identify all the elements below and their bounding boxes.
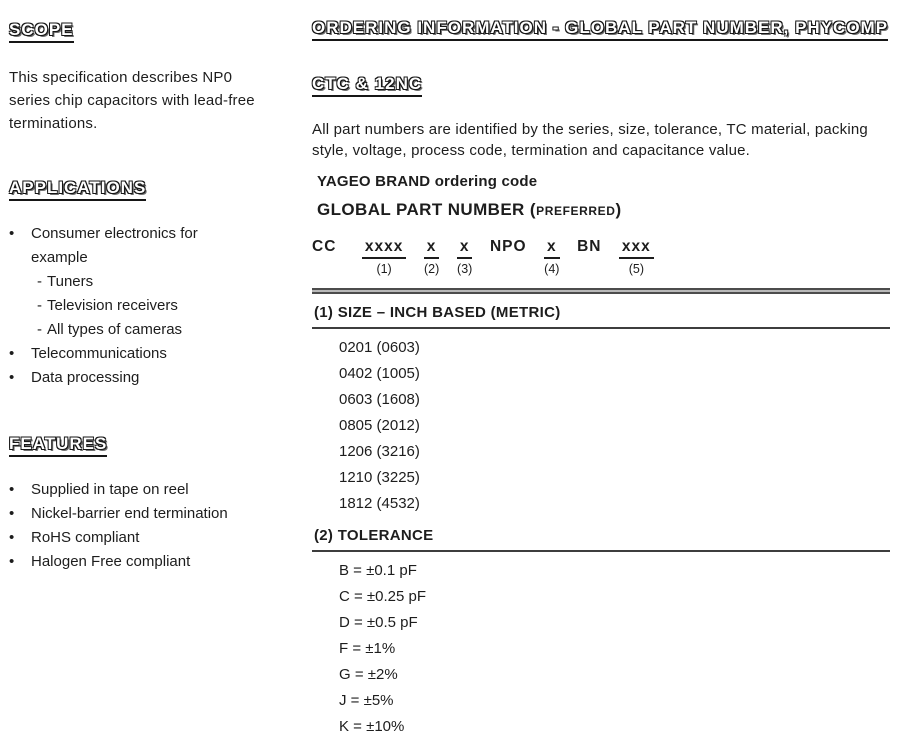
ordering-section (312, 4, 890, 277)
scope-section (9, 6, 305, 135)
bullet-icon: • (9, 369, 15, 387)
sub-list-item (37, 270, 305, 294)
sub-list-item (37, 318, 305, 342)
part-number-segment (424, 237, 440, 277)
tolerance-list-item: G = ±2% (339, 666, 398, 684)
ordering-title-line-2-wrap (312, 60, 890, 111)
size-section-heading: (1) SIZE – INCH BASED (METRIC) (314, 304, 561, 322)
tolerance-list (312, 558, 890, 740)
brand-ordering-code-line: YAGEO BRAND ordering code (317, 173, 538, 191)
sub-list-item-label: Television receivers (47, 297, 178, 315)
tolerance-list-item: K = ±10% (339, 718, 405, 736)
bullet-icon: • (9, 528, 15, 546)
list-item-label: Supplied in tape on reel (31, 480, 189, 498)
part-number-segment-text: x (424, 237, 440, 259)
bullet-icon: • (9, 480, 15, 498)
applications-title: APPLICATIONS (9, 178, 146, 201)
list-item-label: Data processing (31, 369, 140, 387)
part-number-segment-note: (3) (457, 262, 473, 277)
section-divider-thick (312, 288, 890, 294)
list-item-label: RoHS compliant (31, 528, 140, 546)
list-item (9, 502, 305, 526)
size-list (312, 335, 890, 517)
part-number-segment-note: (5) (628, 262, 644, 277)
sub-list-item-label: All types of cameras (47, 321, 183, 339)
tolerance-list-item: F = ±1% (339, 640, 396, 658)
part-number-segment-note: (1) (376, 262, 392, 277)
list-item (9, 222, 305, 270)
tolerance-list-item: B = ±0.1 pF (339, 562, 417, 580)
tolerance-section-heading: (2) TOLERANCE (314, 527, 434, 545)
dash-icon: - (37, 321, 42, 339)
part-number-segment (577, 237, 601, 274)
bullet-icon: • (9, 504, 15, 522)
ordering-title-line-1: ORDERING INFORMATION - GLOBAL PART NUMBER, PHYCOMP (312, 18, 888, 41)
part-number-segment (362, 237, 406, 277)
size-section (312, 303, 890, 517)
list-item (9, 550, 305, 574)
dash-icon: - (37, 297, 42, 315)
list-item-label: Nickel-barrier end termination (31, 504, 228, 522)
sub-list-item (37, 294, 305, 318)
scope-body: This specification describes NP0 series chip capacitors with lead-free terminations. (9, 69, 255, 133)
sub-list (9, 270, 305, 342)
list-item-label: Telecommunications (31, 345, 167, 363)
applications-list (9, 222, 305, 390)
bullet-icon: • (9, 552, 15, 570)
section-divider-thin (312, 327, 890, 329)
part-number-segment (490, 237, 527, 274)
part-number-segment (457, 237, 473, 277)
size-list-item: 0402 (1005) (339, 365, 420, 383)
global-part-number-heading-qualifier: (preferred) (529, 200, 622, 220)
global-part-number-heading-main: GLOBAL PART NUMBER (317, 200, 525, 220)
list-item (9, 366, 305, 390)
list-item (9, 478, 305, 502)
part-number-segment-text: NPO (489, 238, 527, 256)
part-number-segment-text: CC (312, 238, 337, 256)
size-list-item: 0201 (0603) (339, 339, 420, 357)
list-item-label: Halogen Free compliant (31, 552, 191, 570)
tolerance-list-item: C = ±0.25 pF (339, 588, 427, 606)
features-title: FEATURES (9, 434, 107, 457)
part-number-segment-text: x (544, 237, 560, 259)
ordering-title-line-1-wrap (312, 4, 890, 55)
tolerance-list-item: J = ±5% (339, 692, 394, 710)
tolerance-list-item: D = ±0.5 pF (339, 614, 418, 632)
part-number-segment-text: xxx (619, 237, 654, 259)
applications-section (9, 164, 305, 390)
part-number-segment-text: BN (577, 238, 602, 256)
tolerance-section (312, 526, 890, 740)
size-list-item: 1206 (3216) (339, 443, 420, 461)
size-list-item: 0603 (1608) (339, 391, 420, 409)
sub-list-item-label: Tuners (47, 273, 94, 291)
features-list (9, 478, 305, 574)
size-list-item: 0805 (2012) (339, 417, 420, 435)
part-number-segment-note: (2) (423, 262, 440, 277)
bullet-icon: • (9, 345, 15, 363)
list-item (9, 342, 305, 366)
size-list-item: 1812 (4532) (339, 495, 420, 513)
ordering-intro: All part numbers are identified by the series, size, tolerance, TC material, packing style, voltage, process code, termination and capacitance value. (312, 121, 868, 160)
features-section (9, 419, 305, 573)
list-item-label: Consumer electronics for example (31, 225, 198, 267)
section-divider-thin (312, 550, 890, 552)
part-number-segment-note: (4) (544, 262, 560, 277)
part-number-segment (544, 237, 560, 277)
size-list-item: 1210 (3225) (339, 469, 420, 487)
part-number-segment (619, 237, 654, 277)
list-item (9, 526, 305, 550)
part-number-segment (312, 237, 336, 274)
part-number-segment-text: xxxx (362, 237, 406, 259)
global-part-number-heading (317, 200, 890, 220)
left-column (9, 6, 305, 574)
bullet-icon: • (9, 225, 15, 243)
part-number-format-row (312, 237, 890, 277)
dash-icon: - (37, 273, 42, 291)
scope-title: SCOPE (9, 20, 74, 43)
part-number-segment-text: x (457, 237, 473, 259)
right-column (312, 4, 890, 740)
ordering-title-line-2: CTC & 12NC (312, 74, 422, 97)
